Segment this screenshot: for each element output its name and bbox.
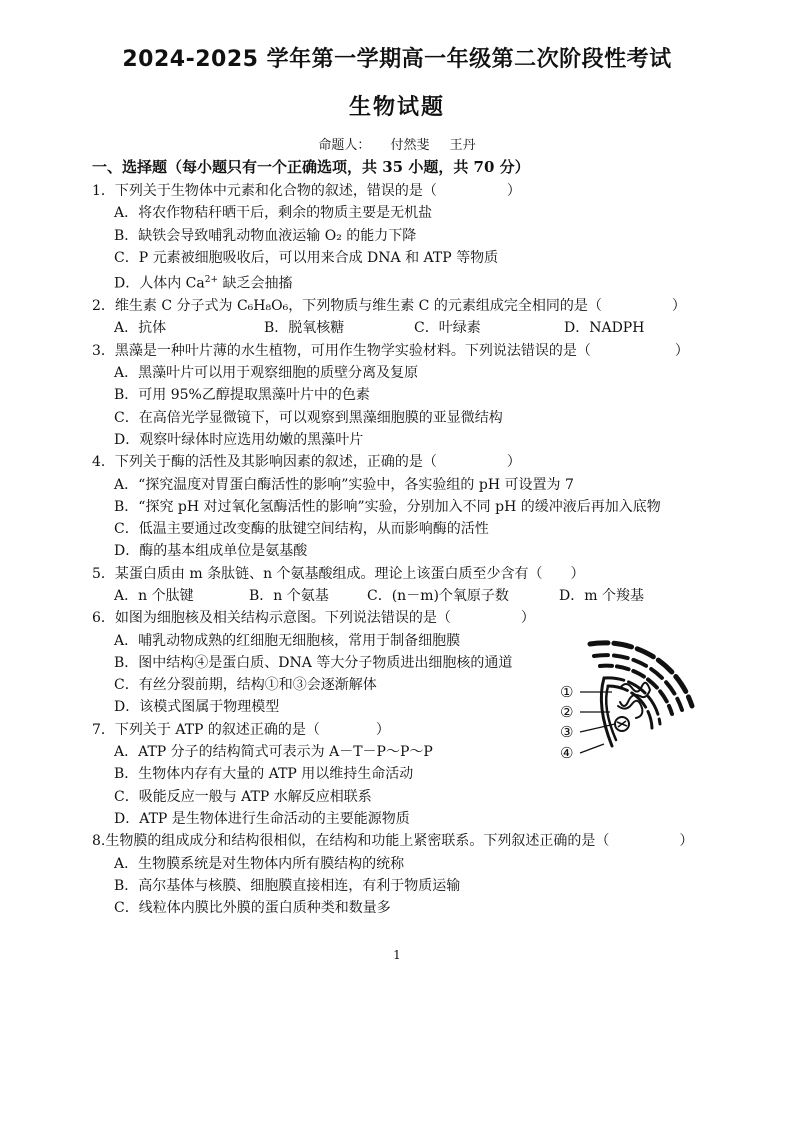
option-d — [92, 269, 712, 295]
authors-line — [0, 134, 794, 153]
author-name-2: 王丹 — [449, 138, 476, 153]
option-d: D．NADPH — [564, 320, 645, 337]
question-list — [92, 180, 712, 919]
option-a: A．哺乳动物成熟的红细胞无细胞核，常用于制备细胞膜 — [114, 632, 461, 649]
option-c: C．线粒体内膜比外膜的蛋白质种类和数量多 — [114, 900, 391, 917]
option-d-text: D．人体内 Ca — [114, 275, 205, 292]
option-a: A．“探究温度对胃蛋白酶活性的影响”实验中，各实验组的 pH 可设置为 7 — [114, 476, 574, 493]
question-1 — [92, 180, 712, 295]
diagram-label-4: ④ — [560, 744, 574, 762]
er-membrane-inner — [600, 666, 672, 714]
section-heading: 一、选择题（每小题只有一个正确选项，共 35 小题，共 70 分） — [92, 158, 530, 176]
question-2 — [92, 295, 712, 340]
nucleus-diagram — [560, 636, 700, 766]
option-b: B．“探究 pH 对过氧化氢酶活性的影响”实验，分别加入不同 pH 的缓冲液后再加入底物 — [114, 498, 661, 515]
option-b: B．n 个氨基 — [249, 588, 329, 604]
diagram-label-1: ① — [560, 683, 574, 701]
option-c: C．低温主要通过改变酶的肽键空间结构，从而影响酶的活性 — [114, 521, 489, 538]
question-4 — [92, 451, 712, 562]
option-b: B．高尔基体与核膜、细胞膜直接相连，有利于物质运输 — [114, 877, 461, 894]
options-row — [92, 585, 712, 607]
diagram-label-2: ② — [560, 703, 574, 721]
option-a: A．黑藻叶片可以用于观察细胞的质壁分离及复原 — [114, 365, 419, 382]
option-a: A．生物膜系统是对生物体内所有膜结构的统称 — [114, 855, 405, 872]
option-d: D．该模式图属于物理模型 — [114, 699, 280, 716]
leader-line-3 — [580, 724, 615, 732]
question-stem: 6．如图为细胞核及相关结构示意图。下列说法错误的是（ ） — [92, 610, 535, 627]
option-b: B．可用 95%乙醇提取黑藻叶片中的色素 — [114, 387, 370, 404]
option-d-superscript: 2+ — [204, 275, 219, 286]
question-5 — [92, 563, 712, 608]
option-d: D．m 个羧基 — [559, 588, 644, 604]
author-label: 命题人： — [318, 138, 371, 153]
question-stem: 5．某蛋白质由 m 条肽链、n 个氨基酸组成。理论上该蛋白质至少含有（ ） — [92, 565, 585, 582]
leader-line-4 — [580, 744, 604, 753]
option-b: B．脱氧核糖 — [264, 320, 345, 337]
question-3 — [92, 340, 712, 451]
question-stem: 4．下列关于酶的活性及其影响因素的叙述，正确的是（ ） — [92, 454, 521, 471]
option-a: A．ATP 分子的结构简式可表示为 A－T－P～P～P — [114, 744, 433, 761]
exam-title: 2024-2025 学年第一学期高一年级第二次阶段性考试 — [122, 47, 672, 72]
option-b: B．图中结构④是蛋白质、DNA 等大分子物质进出细胞核的通道 — [114, 654, 513, 671]
question-8 — [92, 830, 712, 919]
diagram-label-3: ③ — [560, 723, 574, 741]
option-d-tail: 缺乏会抽搐 — [218, 275, 293, 292]
exam-subtitle: 生物试题 — [348, 95, 445, 120]
option-c: C．吸能反应一般与 ATP 水解反应相联系 — [114, 788, 372, 805]
option-d: D．观察叶绿体时应选用幼嫩的黑藻叶片 — [114, 431, 364, 448]
option-d: D．ATP 是生物体进行生命活动的主要能源物质 — [114, 810, 410, 827]
option-c: C．有丝分裂前期，结构①和③会逐渐解体 — [114, 677, 377, 694]
question-stem: 2．维生素 C 分子式为 C₆H₈O₆，下列物质与维生素 C 的元素组成完全相同的是（ ） — [92, 298, 686, 315]
option-c: C．叶绿素 — [414, 320, 481, 337]
author-name-1: 付然斐 — [390, 138, 430, 153]
option-b: B．生物体内存有大量的 ATP 用以维持生命活动 — [114, 766, 414, 783]
question-stem: 1．下列关于生物体中元素和化合物的叙述，错误的是（ ） — [92, 183, 521, 199]
option-b: B．缺铁会导致哺乳动物血液运输 O₂ 的能力下降 — [114, 227, 417, 244]
option-d: D．酶的基本组成单位是氨基酸 — [114, 543, 308, 560]
option-c: C．(n－m)个氧原子数 — [367, 588, 509, 604]
question-stem: 8.生物膜的组成成分和结构很相似，在结构和功能上紧密联系。下列叙述正确的是（ ） — [92, 833, 694, 850]
question-stem: 7．下列关于 ATP 的叙述正确的是（ ） — [92, 721, 390, 738]
options-row — [92, 317, 712, 339]
option-a: A．抗体 — [114, 320, 167, 337]
option-c: C．P 元素被细胞吸收后，可以用来合成 DNA 和 ATP 等物质 — [114, 249, 499, 266]
page-number: 1 — [393, 948, 401, 962]
question-stem: 3．黑藻是一种叶片薄的水生植物，可用作生物学实验材料。下列说法错误的是（ ） — [92, 342, 689, 359]
option-a: A．n 个肽键 — [114, 588, 194, 604]
option-a: A．将农作物秸秆晒干后，剩余的物质主要是无机盐 — [114, 205, 433, 222]
option-c: C．在高倍光学显微镜下，可以观察到黑藻细胞膜的亚显微结构 — [114, 409, 503, 426]
